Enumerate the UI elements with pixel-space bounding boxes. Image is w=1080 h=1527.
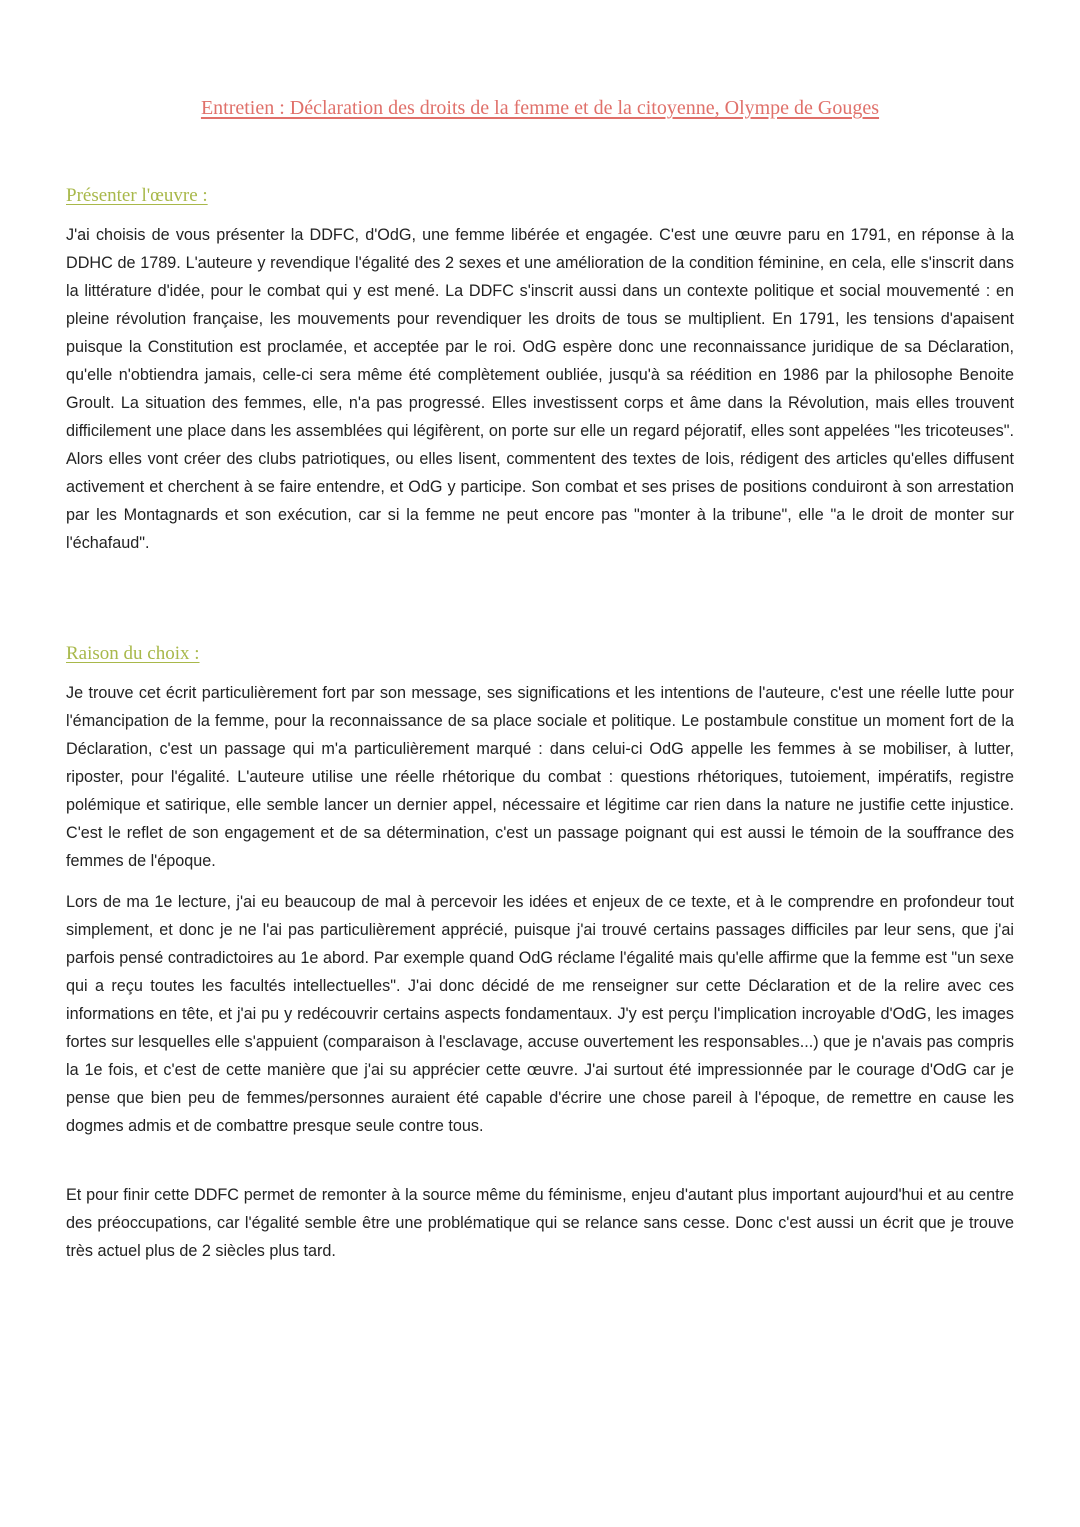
document-title: Entretien : Déclaration des droits de la femme et de la citoyenne, Olympe de Gouges: [200, 97, 880, 119]
paragraph-raison-2: Lors de ma 1e lecture, j'ai eu beaucoup de mal à percevoir les idées et enjeux de ce texte, et à le comprendre en profondeur tout simplement, et donc je ne l'ai pas particulièrement apprécié, puisque j'ai trouvé certains passages difficiles par leur sens, que j'ai parfois pensé contradictoires au 1e abord. Par exemple quand OdG réclame l'égalité mais qu'elle affirme que la femme est "un sexe qui a reçu toutes les facultés intellectuelles". J'ai donc décidé de me renseigner sur cette Déclaration et de la relire avec ces informations en tête, et j'ai pu y redécouvrir certains aspects fondamentaux. J'y est perçu l'implication incroyable d'OdG, les images fortes sur lesquelles elle s'appuient (comparaison à l'esclavage, accuse ouvertement les responsables...) que je n'avais pas compris la 1e fois, et c'est de cette manière que j'ai su apprécier cette œuvre. J'ai surtout été impressionnée par le courage d'OdG car je pense que bien peu de femmes/personnes auraient été capable d'écrire une chose pareil à l'époque, de remettre en cause les dogmes admis et de combattre presque seule contre tous.: [66, 893, 1014, 1135]
paragraph-presenter-1: J'ai choisis de vous présenter la DDFC, d'OdG, une femme libérée et engagée. C'est une œuvre paru en 1791, en réponse à la DDHC de 1789. L'auteure y revendique l'égalité des 2 sexes et une amélioration de la condition féminine, en cela, elle s'inscrit dans la littérature d'idée, pour le combat qui y est mené. La DDFC s'inscrit aussi dans un contexte politique et social mouvementé : en pleine révolution française, les mouvements pour revendiquer les droits de tous se multiplient. En 1791, les tensions d'apaisent puisque la Constitution est proclamée, et acceptée par le roi. OdG espère donc une reconnaissance juridique de sa Déclaration, qu'elle n'obtiendra jamais, celle-ci sera même été complètement oubliée, jusqu'à sa réédition en 1986 par la philosophe Benoite Groult. La situation des femmes, elle, n'a pas progressé. Elles investissent corps et âme dans la Révolution, mais elles trouvent difficilement une place dans les assemblées qui légifèrent, on porte sur elle un regard péjoratif, elles sont appelées "les tricoteuses". Alors elles vont créer des clubs patriotiques, ou elles lisent, commentent des textes de lois, rédigent des articles qu'elles diffusent activement et cherchent à se faire entendre, et OdG y participe. Son combat et ses prises de positions conduiront à son arrestation par les Montagnards et son exécution, car si la femme ne peut encore pas "monter à la tribune", elle "a le droit de monter sur l'échafaud".: [66, 226, 1014, 552]
section-heading-presenter: Présenter l'œuvre :: [66, 185, 208, 206]
paragraph-raison-1: Je trouve cet écrit particulièrement fort par son message, ses significations et les intentions de l'auteure, c'est une réelle lutte pour l'émancipation de la femme, pour la reconnaissance de sa place sociale et politique. Le postambule constitue un moment fort de la Déclaration, c'est un passage qui m'a particulièrement marqué : dans celui-ci OdG appelle les femmes à se mobiliser, à lutter, riposter, pour l'égalité. L'auteure utilise une réelle rhétorique du combat : questions rhétoriques, tutoiement, impératifs, registre polémique et satirique, elle semble lancer un dernier appel, nécessaire et légitime car rien dans la nature ne justifie cette injustice. C'est le reflet de son engagement et de sa détermination, c'est un passage poignant qui est aussi le témoin de la souffrance des femmes de l'époque.: [66, 684, 1014, 870]
section-heading-raison: Raison du choix :: [66, 643, 200, 664]
paragraph-raison-3: Et pour finir cette DDFC permet de remonter à la source même du féminisme, enjeu d'autant plus important aujourd'hui et au centre des préoccupations, car l'égalité semble être une problématique qui se relance sans cesse. Donc c'est aussi un écrit que je trouve très actuel plus de 2 siècles plus tard.: [66, 1186, 1014, 1260]
